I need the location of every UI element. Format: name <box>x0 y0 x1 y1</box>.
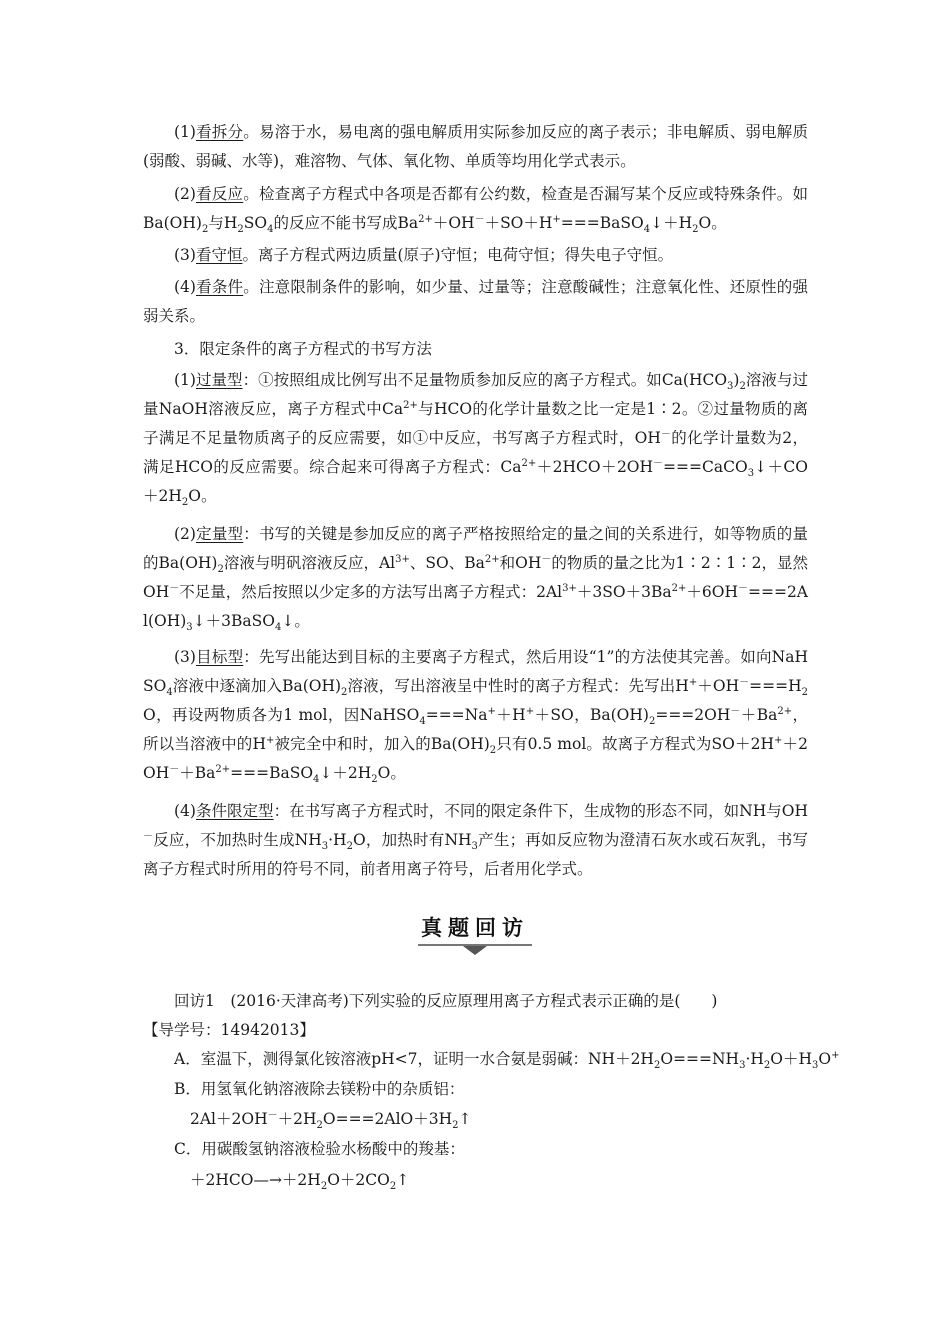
method-1-title: 过量型 <box>195 371 243 389</box>
method-2-text: ：书写的关键是参加反应的离子严格按照给定的量之间的关系进行，如等物质的量的$Ba(OH)_2$溶液与明矾溶液反应，$Al^{3+}$、SO、$Ba^{2+}$和OH－的物质的量之比为1∶2∶1∶2，显然OH－不足量，然后按照以少定多的方法写出离子方程式：$2Al^{3+}+3SO+3Ba^{2+}+6OH^-===2Al(OH)_3↓+3BaSO_4↓$。 <box>143 525 809 634</box>
option-b-equation: $2Al+2OH^-+2H_2O===2AlO+3H_2↑$ <box>190 1109 472 1132</box>
method-4-paragraph <box>143 797 808 884</box>
option-c-equation: $+2HCO—\to+2H_2O+2CO_2↑$ <box>190 1171 410 1193</box>
rule-2-paragraph: (2)看反应。检查离子方程式中各项是否都有公约数，检查是否漏写某个反应或特殊条件。如$Ba(OH)_2$与$H_2SO_4$的反应不能书写成$Ba^{2+}+OH^-+SO+H^+===BaSO_4↓+H_2O$。 <box>143 185 808 236</box>
heading-3: 3．限定条件的离子方程式的书写方法 <box>174 340 432 358</box>
option-c-equation-text: ＋2HCO—→＋2H <box>190 1171 321 1189</box>
question-stem: 回访1 (2016·天津高考)下列实验的反应原理用离子方程式表示正确的是( ) <box>174 992 718 1010</box>
banner-title: 真题回访 <box>421 916 529 940</box>
rule-1-text: 。易溶于水，易电离的强电解质用实际参加反应的离子表示；非电解质、弱电解质(弱酸、弱碱、水等)，难溶物、气体、氧化物、单质等均用化学式表示。 <box>143 123 808 170</box>
method-4-title: 条件限定型 <box>195 802 274 820</box>
method-3-label: (3) <box>174 648 196 666</box>
method-1-label: (1) <box>174 371 196 389</box>
rule-2-label: (2) <box>174 185 196 203</box>
method-2-label: (2) <box>174 525 196 543</box>
method-2-title: 定量型 <box>195 525 244 543</box>
method-3-text: ：先写出能达到目标的主要离子方程式，然后用设“1”的方法使其完善。如向NaHSO$_4$溶液中逐滴加入$Ba(OH)_2$溶液，写出溶液呈中性时的离子方程式：先写出$H^++OH^-===H_2O$，再设两物质各为1 mol，因NaHSO$_4$===Na+＋H+＋SO，$Ba(OH)_2===2OH^-+Ba^{2+}$，所以当溶液中的H+被完全中和时，加入的$Ba(OH)_2$只有0.5 mol。故离子方程式为$SO+2H^++2OH^-+Ba^{2+}===BaSO_4↓+2H_2O$。 <box>143 648 809 786</box>
option-c: C．用碳酸氢钠溶液检验水杨酸中的羧基： <box>174 1140 465 1158</box>
rule-3-title: 看守恒 <box>195 246 243 264</box>
rule-1-paragraph <box>143 118 808 176</box>
rule-2-text-i: O。 <box>698 214 727 232</box>
section-banner <box>0 912 950 942</box>
method-2-paragraph <box>143 520 808 636</box>
rule-3-text: 。离子方程式两边质量(原子)守恒；电荷守恒；得失电子守恒。 <box>242 246 674 264</box>
rule-2-text-f: ＋SO＋H <box>484 214 553 232</box>
method-3-title: 目标型 <box>195 648 244 666</box>
rule-4-text: 。注意限制条件的影响，如少量、过量等；注意酸碱性；注意氧化性、还原性的强弱关系。 <box>143 278 808 325</box>
rule-4-paragraph <box>143 273 808 331</box>
option-a-text: A．室温下，测得氯化铵溶液pH<7，证明一水合氨是弱碱：NH＋2H <box>174 1050 654 1068</box>
rule-2-text-g: ===BaSO <box>560 214 644 232</box>
rule-1-title: 看拆分 <box>195 123 244 141</box>
option-b: B．用氢氧化钠溶液除去镁粉中的杂质铝： <box>174 1080 465 1098</box>
question-code: 【导学号：14942013】 <box>143 1021 315 1039</box>
rule-1-label: (1) <box>174 123 196 141</box>
rule-2-text-c: SO <box>243 214 268 232</box>
method-3-paragraph <box>143 643 808 788</box>
option-a: A．室温下，测得氯化铵溶液pH<7，证明一水合氨是弱碱：$NH+2H_2O===NH_3\cdot H_2O+H_3O^+$ <box>174 1049 840 1072</box>
rule-4-label: (4) <box>174 278 196 296</box>
method-1-paragraph <box>143 366 808 511</box>
rule-3-label: (3) <box>174 246 196 264</box>
rule-2-text-b: 与H <box>208 214 238 232</box>
rule-3-paragraph <box>143 241 808 270</box>
rule-2-text-d: 的反应不能书写成Ba <box>273 214 419 232</box>
rule-4-title: 看条件 <box>195 278 244 296</box>
option-b-equation-text: 2Al＋2OH <box>190 1110 268 1128</box>
rule-2-text-h: ↓＋H <box>650 214 693 232</box>
rule-2-text-e: ＋OH <box>432 214 475 232</box>
rule-2-text: 。检查离子方程式中各项是否都有公约数，检查是否漏写某个反应或特殊条件。如Ba(OH) <box>143 185 808 232</box>
method-1-text: ：①按照组成比例写出不足量物质参加反应的离子方程式。如$Ca(HCO_3)_2$溶液与过量NaOH溶液反应，离子方程式中$Ca^{2+}$与HCO的化学计量数之比一定是1∶2。②过量物质的离子满足不足量物质离子的反应需要，如①中反应，书写离子方程式时，OH－的化学计量数为2，满足HCO的反应需要。综合起来可得离子方程式：$Ca^{2+}+2HCO+2OH^-===CaCO_3↓+CO+2H_2O$。 <box>143 371 809 509</box>
banner-triangle-icon <box>463 946 487 955</box>
method-4-label: (4) <box>174 802 196 820</box>
method-4-text: ：在书写离子方程式时，不同的限定条件下，生成物的形态不同，如NH与OH－反应，不加热时生成$NH_3\cdot H_2O$，加热时有$NH_3$产生；再如反应物为澄清石灰水或石灰乳，书写离子方程式时所用的符号不同，前者用离子符号，后者用化学式。 <box>143 802 808 878</box>
rule-2-title: 看反应 <box>195 185 244 203</box>
